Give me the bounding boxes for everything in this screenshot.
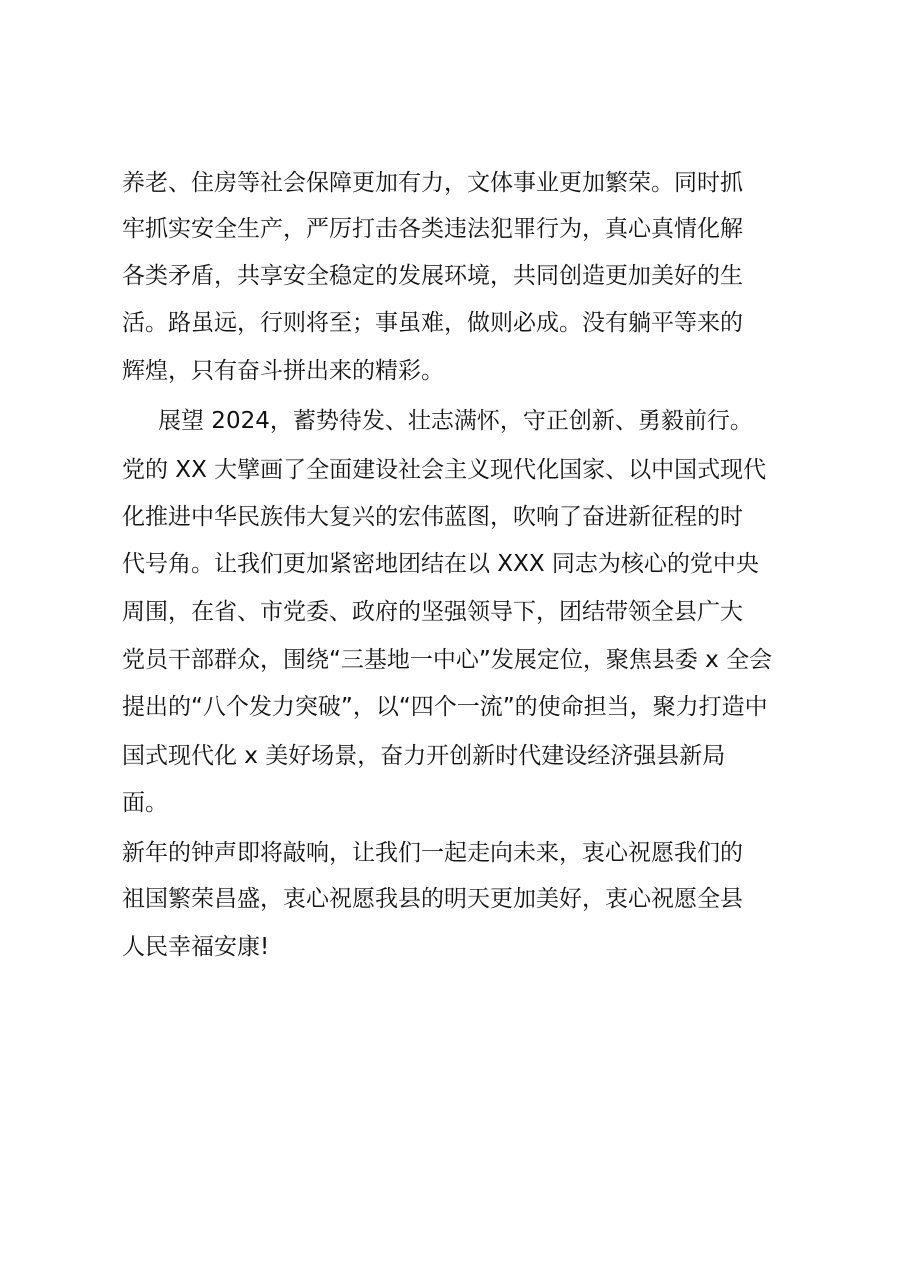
text-line: 党员干部群众，围绕“三基地一中心”发展定位，聚焦县委 x 全会 [122, 647, 773, 673]
text-line: 辉煌，只有奋斗拼出来的精彩。 [122, 358, 444, 384]
text-line: 各类矛盾，共享安全稳定的发展环境，共同创造更加美好的生 [122, 263, 743, 289]
text-line: 活。路虽远，行则将至；事虽难，做则必成。没有躺平等来的 [122, 310, 743, 336]
text-line: 养老、住房等社会保障更加有力，文体事业更加繁荣。同时抓 [122, 170, 743, 196]
text-line: 代号角。让我们更加紧密地团结在以 XXX 同志为核心的党中央 [122, 551, 759, 577]
text-line: 新年的钟声即将敲响，让我们一起走向未来，衷心祝愿我们的 [122, 840, 743, 866]
text-line: 党的 XX 大擘画了全面建设社会主义现代化国家、以中国式现代 [122, 457, 767, 483]
text-line: 祖国繁荣昌盛，衷心祝愿我县的明天更加美好，衷心祝愿全县 [122, 886, 743, 912]
text-line: 国式现代化 x 美好场景，奋力开创新时代建设经济强县新局 [122, 743, 726, 769]
text-line: 化推进中华民族伟大复兴的宏伟蓝图，吹响了奋进新征程的时 [122, 504, 743, 530]
text-line: 牢抓实安全生产，严厉打击各类违法犯罪行为，真心真情化解 [122, 216, 743, 242]
text-line: 面。 [122, 790, 168, 816]
text-line: 周围，在省、市党委、政府的坚强领导下，团结带领全县广大 [122, 599, 743, 625]
text-line: 提出的“八个发力突破”，以“四个一流”的使命担当，聚力打造中 [122, 694, 768, 720]
text-line: 人民幸福安康! [122, 934, 270, 960]
text-line: 展望 2024，蓄势待发、壮志满怀，守正创新、勇毅前行。 [158, 408, 753, 434]
